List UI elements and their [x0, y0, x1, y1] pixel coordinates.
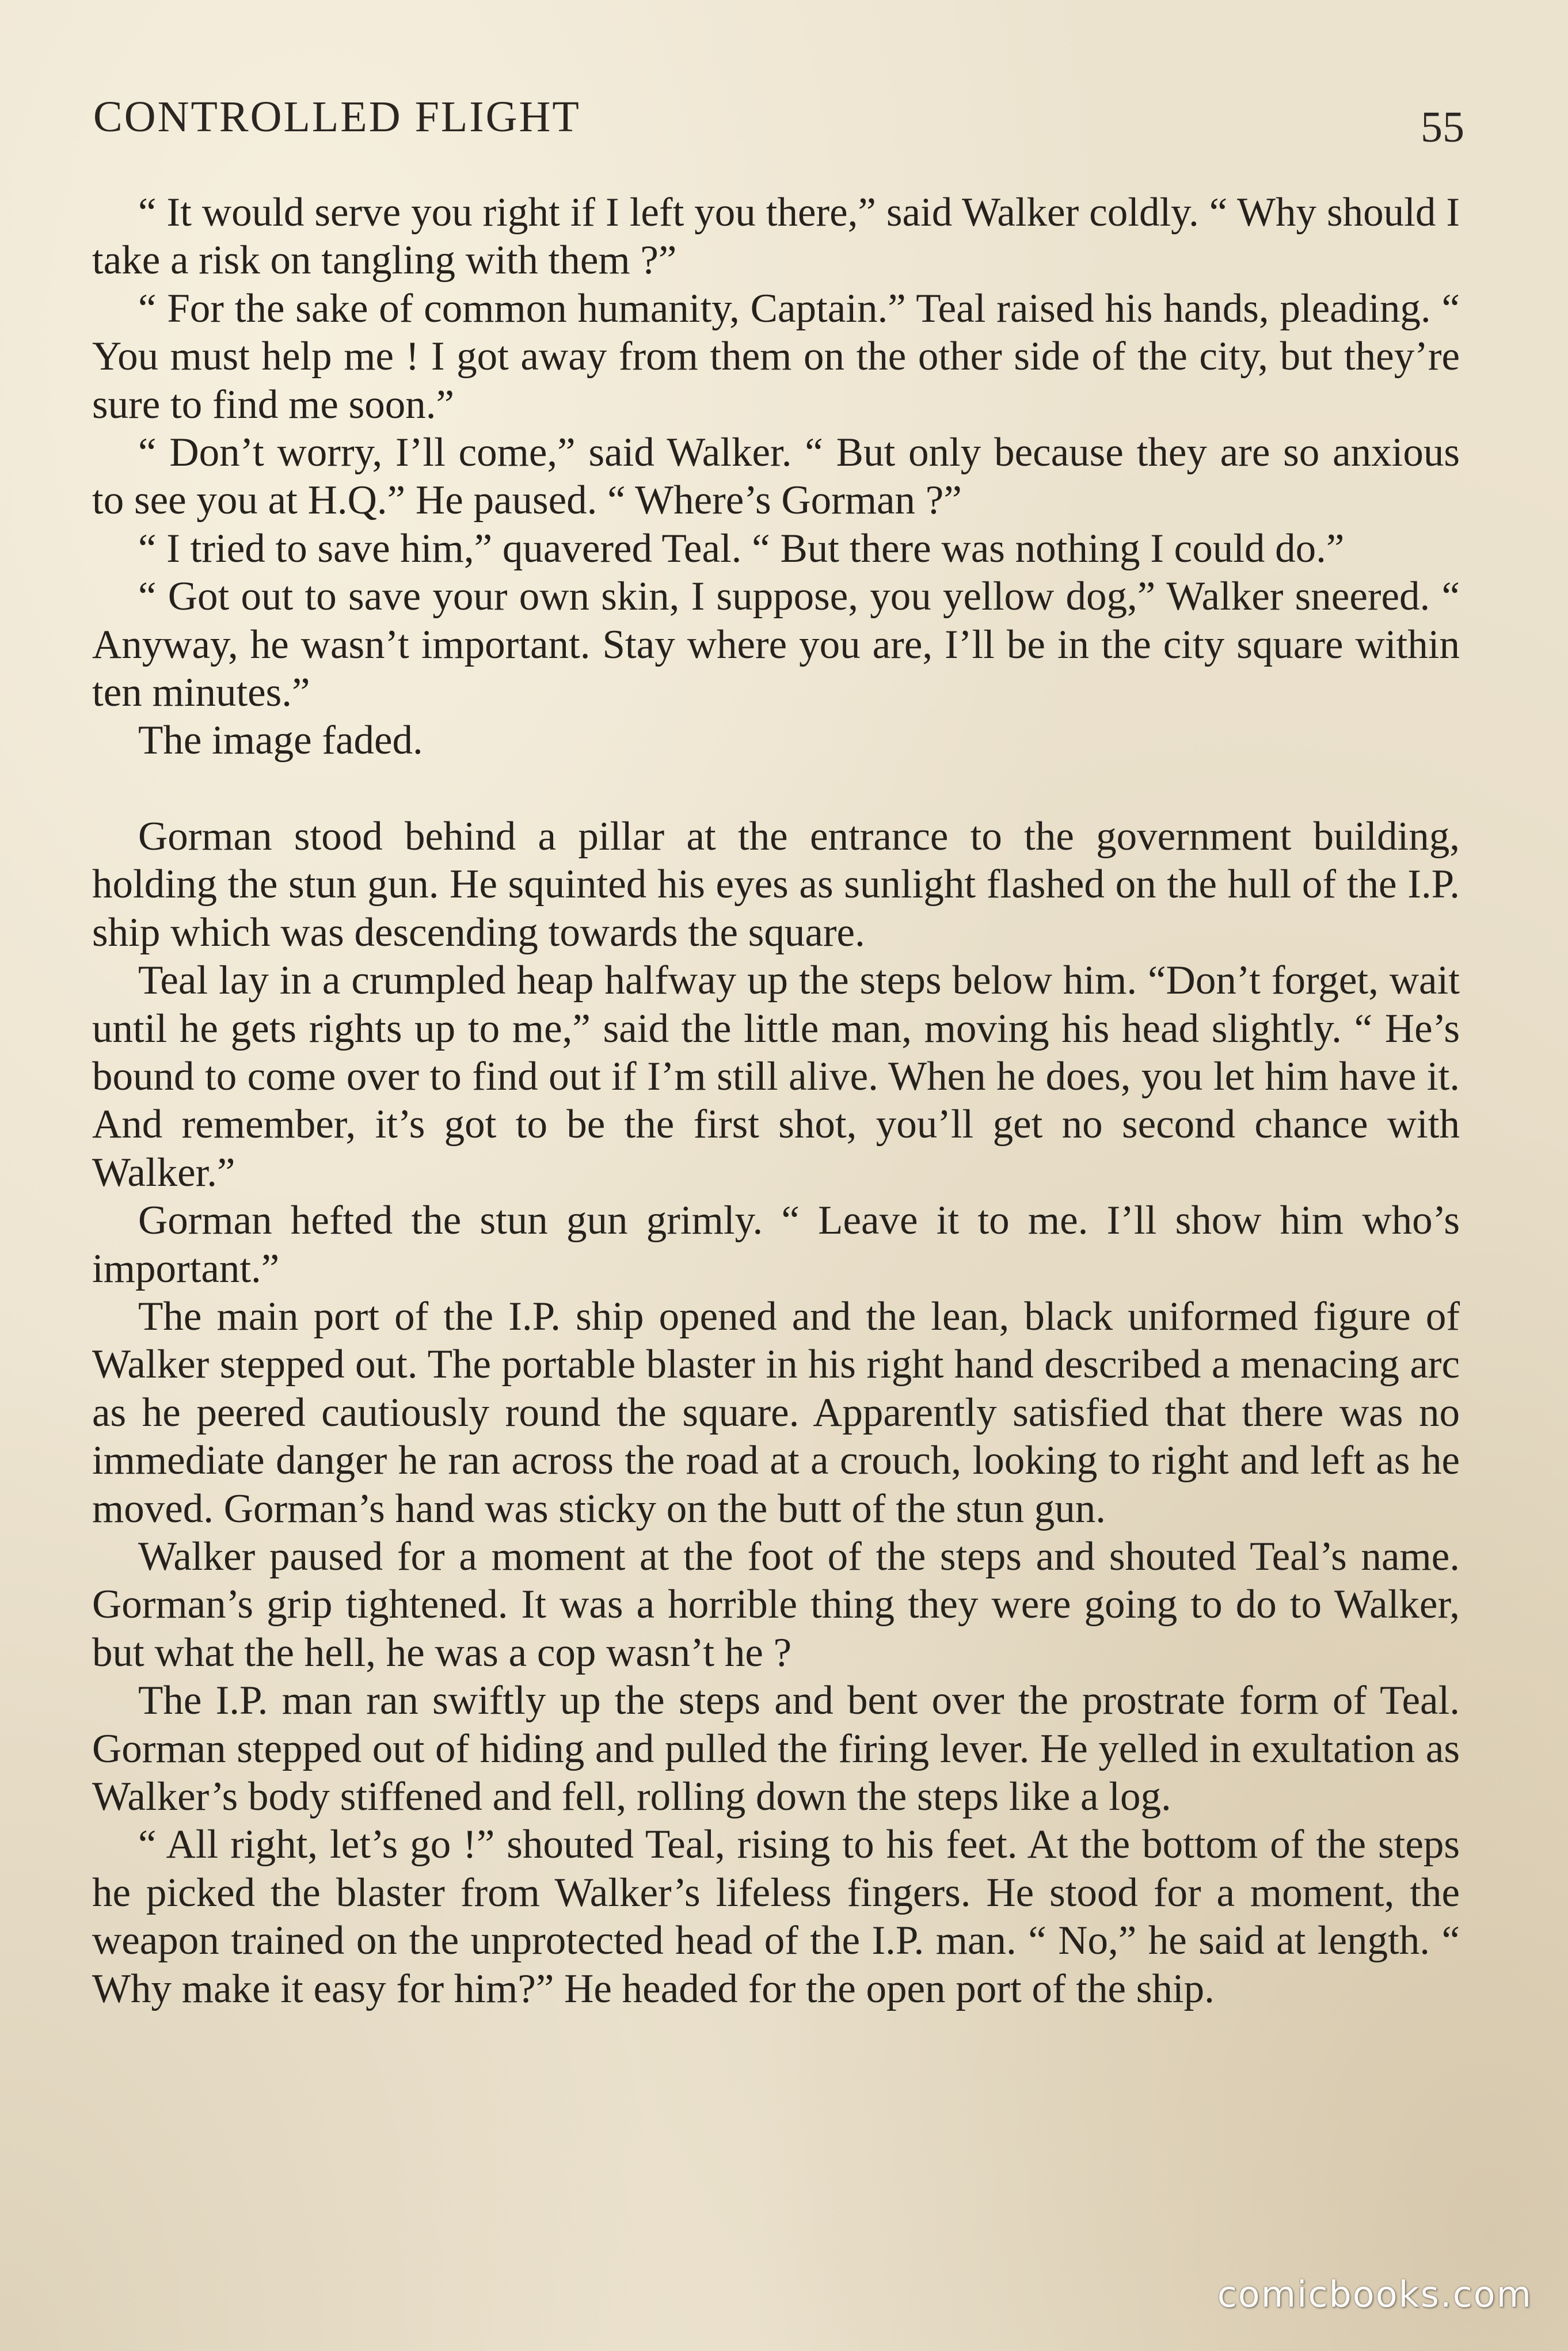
paragraph: “ All right, let’s go !” shouted Teal, rising to his feet. At the bottom of the steps he picked the blaster from Walker’s lifeless fingers. He stood for a moment, the weapon trained on the unprotected head of the I.P. man. “ No,” he said at length. “ Why make it easy for him?” He headed for the open port of the ship. [92, 1822, 1460, 2011]
paragraph: Teal lay in a crumpled heap halfway up the steps below him. “Don’t forget, wait until he gets rights up to me,” said the little man, moving his head slightly. “ He’s bound to come over to find out if I’m still alive. When he does, you let him have it. And remember, it’s got to be the first shot, you’ll get no second chance with Walker.” [92, 958, 1460, 1195]
running-head: CONTROLLED FLIGHT [93, 93, 581, 141]
paragraph: Gorman stood behind a pillar at the entrance to the government building, holding the stun gun. He squinted his eyes as sunlight flashed on the hull of the I.P. ship which was descending towards the square. [92, 813, 1460, 955]
paragraph: The image faded. [138, 718, 423, 763]
watermark: comicbooks.com [1217, 2273, 1532, 2315]
paragraph: The I.P. man ran swiftly up the steps and bent over the prostrate form of Teal. Gorman stepped out of hiding and pulled the firing lever. He yelled in exultation as Walker’s body stiffened and fell, rolling down the steps like a log. [92, 1678, 1460, 1819]
paragraph: The main port of the I.P. ship opened and the lean, black uniformed figure of Walker stepped out. The portable blaster in his right hand described a menacing arc as he peered cautiously round the square. Apparently satisfied that there was no immediate danger he ran across the road at a crouch, looking to right and left as he moved. Gorman’s hand was sticky on the butt of the stun gun. [92, 1294, 1460, 1531]
paragraph: “ Got out to save your own skin, I suppose, you yellow dog,” Walker sneered. “ Anyway, he wasn’t important. Stay where you are, I’ll be in the city square within ten minutes.” [92, 574, 1460, 716]
paragraph: “ For the sake of common humanity, Captain.” Teal raised his hands, pleading. “ You must help me ! I got away from them on the other side of the city, but they’re sure to find me soon.” [92, 286, 1460, 427]
paragraph: “ It would serve you right if I left you there,” said Walker coldly. “ Why should I take a risk on tangling with them ?” [92, 190, 1460, 283]
page-number: 55 [1421, 103, 1464, 151]
paragraph: Gorman hefted the stun gun grimly. “ Leave it to me. I’ll show him who’s important.” [92, 1198, 1460, 1291]
paragraph: Walker paused for a moment at the foot of the steps and shouted Teal’s name. Gorman’s grip tightened. It was a horrible thing they were going to do to Walker, but what the hell, he was a cop wasn’t he ? [92, 1534, 1460, 1675]
paragraph: “ Don’t worry, I’ll come,” said Walker. “ But only because they are so anxious to see you at H.Q.” He paused. “ Where’s Gorman ?” [92, 430, 1460, 523]
paragraph: “ I tried to save him,” quavered Teal. “ But there was nothing I could do.” [138, 526, 1345, 571]
body-text [92, 189, 1460, 2013]
